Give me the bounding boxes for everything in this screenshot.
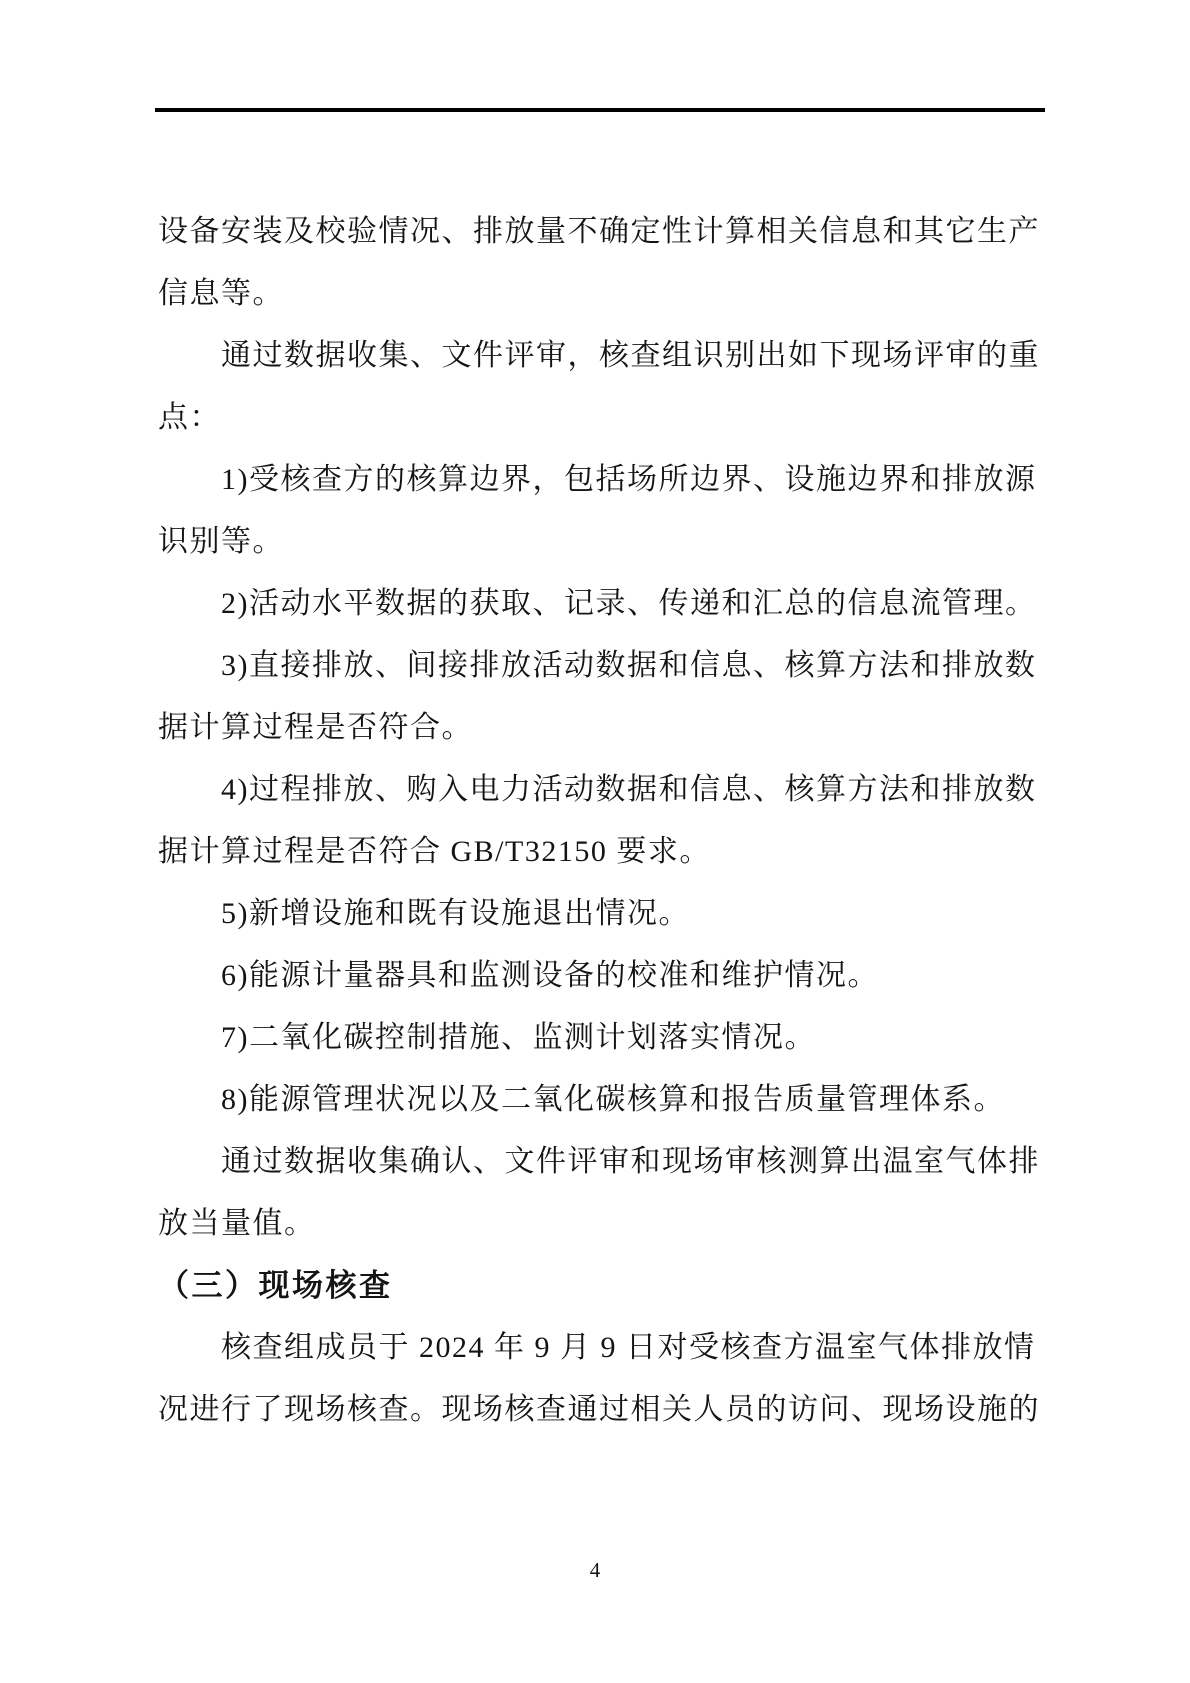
text-line: 7)二氧化碳控制措施、监测计划落实情况。 — [221, 1021, 816, 1054]
text-line: 5)新增设施和既有设施退出情况。 — [221, 897, 690, 930]
text-line: 3)直接排放、间接排放活动数据和信息、核算方法和排放数 — [221, 649, 1037, 682]
text-line: 4)过程排放、购入电力活动数据和信息、核算方法和排放数 — [221, 773, 1037, 806]
text-line: 点： — [158, 401, 221, 434]
section-heading: （三）现场核查 — [158, 1268, 393, 1303]
text-line: 据计算过程是否符合。 — [158, 711, 473, 744]
text-line: 6)能源计量器具和监测设备的校准和维护情况。 — [221, 959, 879, 992]
text-line: 设备安装及校验情况、排放量不确定性计算相关信息和其它生产 — [158, 215, 1040, 248]
text-line: 8)能源管理状况以及二氧化碳核算和报告质量管理体系。 — [221, 1083, 1005, 1116]
text-line: 信息等。 — [158, 277, 284, 310]
text-line: 核查组成员于 2024 年 9 月 9 日对受核查方温室气体排放情 — [221, 1331, 1036, 1364]
text-line: 2)活动水平数据的获取、记录、传递和汇总的信息流管理。 — [221, 587, 1037, 620]
page-number: 4 — [589, 1558, 601, 1582]
text-line: 放当量值。 — [158, 1207, 316, 1240]
text-line: 通过数据收集确认、文件评审和现场审核测算出温室气体排 — [221, 1145, 1040, 1178]
document-body — [158, 201, 1044, 1441]
header-rule — [155, 108, 1045, 112]
text-line: 通过数据收集、文件评审，核查组识别出如下现场评审的重 — [221, 339, 1040, 372]
text-line: 识别等。 — [158, 525, 284, 558]
text-line: 据计算过程是否符合 GB/T32150 要求。 — [158, 835, 711, 868]
text-line: 1)受核查方的核算边界，包括场所边界、设施边界和排放源 — [221, 463, 1037, 496]
text-line: 况进行了现场核查。现场核查通过相关人员的访问、现场设施的 — [158, 1393, 1040, 1426]
